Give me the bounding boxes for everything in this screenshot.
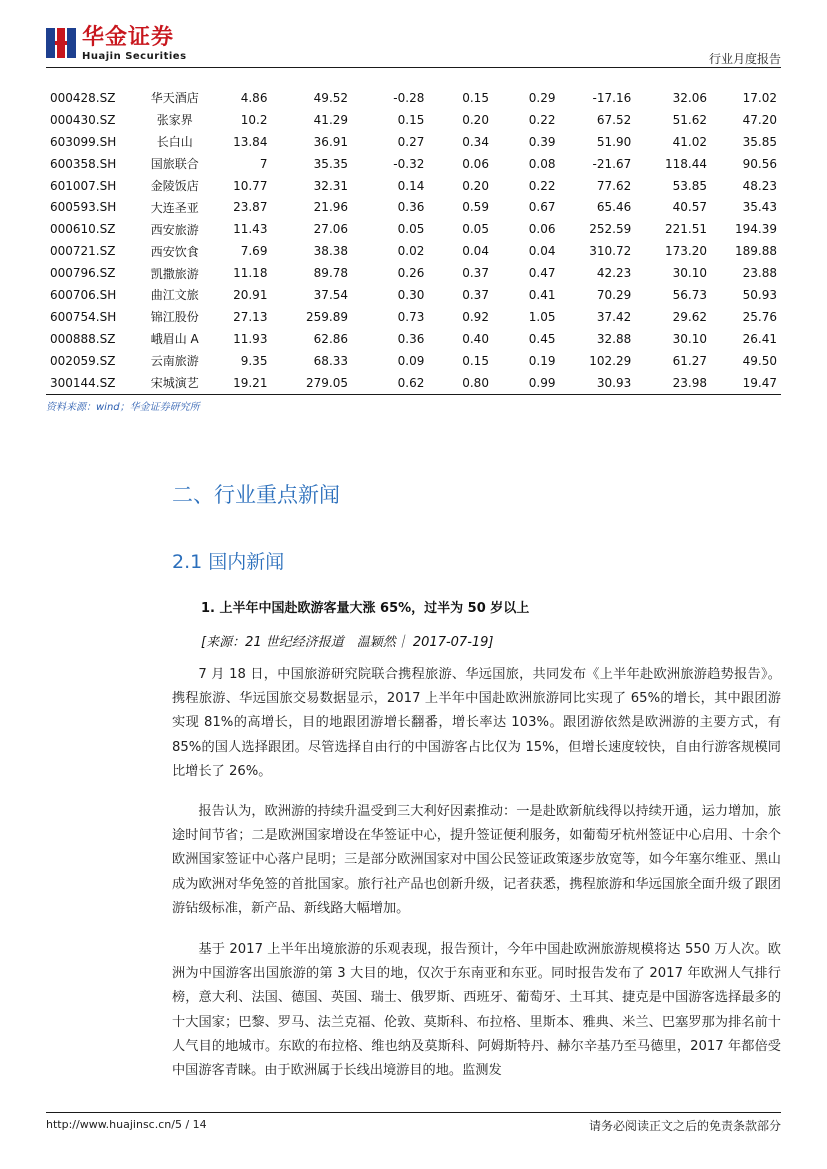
value-cell: 0.26 — [397, 266, 425, 281]
value-cell: 68.33 — [313, 353, 349, 368]
value-cell: 0.08 — [528, 156, 556, 171]
value-cell: 0.15 — [462, 90, 489, 105]
stock-code-cell: 000796.SZ — [50, 266, 116, 281]
value-cell: 1.05 — [528, 309, 556, 324]
value-cell: 0.41 — [528, 287, 556, 302]
value-cell: 0.36 — [397, 331, 425, 346]
value-cell: 0.29 — [528, 90, 556, 105]
value-cell: 89.78 — [313, 266, 349, 281]
value-cell: 259.89 — [306, 309, 349, 324]
table-row — [46, 175, 781, 197]
value-cell: 19.47 — [742, 375, 777, 390]
value-cell: 0.06 — [462, 156, 489, 171]
value-cell: 51.90 — [596, 134, 632, 149]
value-cell: 20.91 — [233, 287, 268, 302]
value-cell: 48.23 — [742, 178, 777, 193]
value-cell: 61.27 — [672, 353, 707, 368]
table-source: 资料来源：wind；华金证券研究所 — [46, 402, 200, 413]
value-cell: -0.32 — [393, 156, 425, 171]
stock-code-cell: 000721.SZ — [50, 244, 116, 259]
subsection-heading: 2.1 国内新闻 — [172, 551, 285, 573]
paragraph-text: 基于 2017 上半年出境旅游的乐观表现，报告预计，今年中国赴欧洲旅游规模将达 550 万人次。欧洲为中国游客出国旅游的第 3 大目的地，仅次于东南亚和东亚。同时报告发布了 2017 年欧洲人气排行榜，意大利、法国、德国、英国、瑞士、俄罗斯、西班牙、葡萄牙、土耳其、捷克是中国游客选择最多的十大国家；巴黎、罗马、法兰克福、伦敦、莫斯科、布拉格、里斯本、雅典、米兰、巴塞罗那为排名前十人气目的地城市。东欧的布拉格、维也纳及莫斯科、阿姆斯特丹、赫尔辛基乃至马德里，2017 年都倍受中国游客青睐。由于欧洲属于长线出境游目的地。监测发 — [172, 942, 781, 1079]
stock-name-cell: 长白山 — [156, 135, 193, 150]
value-cell: 11.18 — [233, 266, 268, 281]
table-row — [46, 306, 781, 328]
value-cell: 32.06 — [672, 90, 707, 105]
value-cell: 0.92 — [462, 309, 489, 324]
value-cell: 0.20 — [462, 178, 489, 193]
value-cell: 47.20 — [742, 112, 777, 127]
value-cell: 118.44 — [664, 156, 707, 171]
value-cell: 30.10 — [672, 266, 707, 281]
value-cell: 0.40 — [462, 331, 489, 346]
value-cell: 189.88 — [735, 244, 777, 259]
value-cell: 50.93 — [742, 287, 777, 302]
value-cell: 17.02 — [742, 90, 777, 105]
value-cell: 25.76 — [742, 309, 777, 324]
value-cell: 65.46 — [596, 200, 632, 215]
value-cell: 0.22 — [528, 112, 556, 127]
stock-name-cell: 曲江文旅 — [150, 288, 199, 303]
value-cell: 49.50 — [742, 353, 777, 368]
value-cell: 36.91 — [313, 134, 349, 149]
value-cell: 0.37 — [462, 287, 489, 302]
table-row — [46, 109, 781, 131]
value-cell: 0.30 — [397, 287, 425, 302]
value-cell: 90.56 — [742, 156, 777, 171]
value-cell: 27.06 — [313, 222, 349, 237]
stock-code-cell: 000888.SZ — [50, 331, 116, 346]
value-cell: 0.09 — [397, 353, 425, 368]
value-cell: 35.43 — [742, 200, 777, 215]
news-paragraph-2 — [172, 800, 781, 921]
value-cell: 0.15 — [397, 112, 425, 127]
value-cell: 0.73 — [397, 309, 425, 324]
stock-code-cell: 600593.SH — [50, 200, 117, 215]
table-bottom-rule — [46, 394, 781, 395]
footer-url: http://www.huajinsc.cn/5 / 14 — [46, 1118, 207, 1131]
value-cell: 11.43 — [233, 222, 268, 237]
value-cell: 32.88 — [596, 331, 632, 346]
stock-name-cell: 金陵饭店 — [150, 179, 199, 193]
stock-name-cell: 西安旅游 — [150, 222, 199, 237]
value-cell: 27.13 — [233, 309, 268, 324]
document-type: 行业月度报告 — [708, 52, 781, 66]
value-cell: 42.23 — [596, 266, 632, 281]
value-cell: 252.59 — [589, 222, 632, 237]
value-cell: -17.16 — [592, 90, 632, 105]
value-cell: 10.2 — [240, 112, 268, 127]
news-title: 1. 上半年中国赴欧游客量大涨 65%，过半为 50 岁以上 — [201, 601, 530, 616]
stock-code-cell: 002059.SZ — [50, 353, 116, 368]
stock-name-cell: 西安饮食 — [150, 244, 199, 259]
value-cell: 56.73 — [672, 287, 707, 302]
value-cell: 0.05 — [462, 222, 489, 237]
value-cell: 4.86 — [240, 90, 268, 105]
value-cell: 49.52 — [313, 90, 349, 105]
value-cell: 13.84 — [233, 134, 268, 149]
stock-name-cell: 张家界 — [156, 113, 193, 128]
section-heading: 二、行业重点新闻 — [172, 483, 340, 507]
table-row — [46, 153, 781, 175]
stock-code-cell: 600706.SH — [50, 287, 117, 302]
value-cell: 67.52 — [596, 112, 632, 127]
table-row — [46, 328, 781, 350]
value-cell: 29.62 — [672, 309, 707, 324]
logo-text: 华金证券 — [82, 25, 175, 50]
stock-name-cell: 云南旅游 — [150, 354, 199, 369]
value-cell: 7 — [259, 156, 268, 171]
table-row — [46, 87, 781, 109]
table-row — [46, 262, 781, 284]
value-cell: 9.35 — [240, 353, 268, 368]
value-cell: 32.31 — [313, 178, 349, 193]
stock-code-cell: 000430.SZ — [50, 112, 116, 127]
valuation-table — [46, 87, 781, 393]
value-cell: 0.06 — [528, 222, 556, 237]
value-cell: 23.98 — [672, 375, 707, 390]
value-cell: 0.34 — [462, 134, 489, 149]
value-cell: 0.37 — [462, 266, 489, 281]
stock-code-cell: 601007.SH — [50, 178, 117, 193]
table-row — [46, 131, 781, 153]
stock-code-cell: 000610.SZ — [50, 222, 116, 237]
value-cell: 0.62 — [397, 375, 425, 390]
value-cell: 26.41 — [742, 331, 777, 346]
value-cell: 0.39 — [528, 134, 556, 149]
value-cell: 41.29 — [313, 112, 349, 127]
value-cell: 53.85 — [672, 178, 707, 193]
paragraph-text: 报告认为，欧洲游的持续升温受到三大利好因素推动：一是赴欧新航线得以持续开通，运力增加，旅途时间节省；二是欧洲国家增设在华签证中心，提升签证便利服务，如葡萄牙杭州签证中心启用、十余个欧洲国家签证中心落户昆明；三是部分欧洲国家对中国公民签证政策逐步放宽等，如今年塞尔维亚、黑山成为欧洲对华免签的首批国家。旅行社产品也创新升级，记者获悉，携程旅游和华远国旅全面升级了跟团游钻级标准，新产品、新线路大幅增加。 — [172, 804, 781, 916]
news-source: [来源：21 世纪经济报道 温颖然｜ 2017-07-19] — [201, 635, 494, 650]
page-header — [46, 24, 781, 68]
paragraph-text: 7 月 18 日，中国旅游研究院联合携程旅游、华远国旅，共同发布《上半年赴欧洲旅游趋势报告》。携程旅游、华远国旅交易数据显示，2017 上半年中国赴欧洲旅游同比实现了 65%的增长，其中跟团游实现 81%的高增长，目的地跟团游增长翻番，增长率达 103%。跟团游依然是欧洲游的主要方式，有 85%的国人选择跟团。尽管选择自由行的中国游客占比仅为 15%，但增长速度较快，自由行游客规模同比增长了 26%。 — [172, 667, 781, 779]
value-cell: 70.29 — [596, 287, 632, 302]
footer-disclaimer: 请务必阅读正文之后的免责条款部分 — [588, 1119, 781, 1133]
value-cell: 310.72 — [589, 244, 632, 259]
logo-subtitle: Huajin Securities — [82, 51, 187, 62]
stock-code-cell: 600754.SH — [50, 309, 117, 324]
value-cell: 0.05 — [397, 222, 425, 237]
table-row — [46, 372, 781, 394]
footer-divider — [46, 1112, 781, 1113]
value-cell: -0.28 — [393, 90, 425, 105]
value-cell: 0.80 — [462, 375, 489, 390]
stock-code-cell: 600358.SH — [50, 156, 117, 171]
table-row — [46, 240, 781, 262]
value-cell: 194.39 — [735, 222, 777, 237]
value-cell: 0.27 — [397, 134, 425, 149]
value-cell: 23.87 — [233, 200, 268, 215]
table-row — [46, 350, 781, 372]
stock-name-cell: 华天酒店 — [150, 91, 199, 106]
value-cell: -21.67 — [592, 156, 632, 171]
value-cell: 7.69 — [240, 244, 268, 259]
value-cell: 10.77 — [233, 178, 268, 193]
value-cell: 41.02 — [672, 134, 707, 149]
value-cell: 173.20 — [664, 244, 707, 259]
value-cell: 38.38 — [313, 244, 349, 259]
stock-name-cell: 锦江股份 — [150, 310, 199, 325]
value-cell: 0.04 — [462, 244, 489, 259]
value-cell: 30.93 — [596, 375, 632, 390]
value-cell: 0.67 — [528, 200, 556, 215]
stock-code-cell: 000428.SZ — [50, 90, 116, 105]
value-cell: 0.15 — [462, 353, 489, 368]
value-cell: 40.57 — [672, 200, 707, 215]
news-paragraph-3 — [172, 938, 781, 1083]
value-cell: 0.22 — [528, 178, 556, 193]
value-cell: 0.59 — [462, 200, 489, 215]
value-cell: 0.20 — [462, 112, 489, 127]
stock-name-cell: 国旅联合 — [150, 157, 199, 172]
value-cell: 0.02 — [397, 244, 425, 259]
table-row — [46, 196, 781, 218]
value-cell: 11.93 — [233, 331, 268, 346]
value-cell: 0.04 — [528, 244, 556, 259]
stock-name-cell: 宋城演艺 — [150, 376, 199, 391]
huajin-logo-icon — [46, 28, 76, 58]
value-cell: 77.62 — [596, 178, 632, 193]
stock-code-cell: 603099.SH — [50, 134, 117, 149]
stock-name-cell: 凯撒旅游 — [150, 266, 199, 281]
value-cell: 35.35 — [313, 156, 349, 171]
value-cell: 21.96 — [313, 200, 349, 215]
stock-code-cell: 300144.SZ — [50, 375, 116, 390]
header-divider — [46, 67, 781, 68]
value-cell: 23.88 — [742, 266, 777, 281]
value-cell: 279.05 — [306, 375, 349, 390]
value-cell: 37.54 — [313, 287, 349, 302]
value-cell: 102.29 — [589, 353, 632, 368]
stock-name-cell: 峨眉山 A — [150, 332, 199, 347]
value-cell: 0.47 — [528, 266, 556, 281]
value-cell: 30.10 — [672, 331, 707, 346]
table-row — [46, 284, 781, 306]
value-cell: 221.51 — [664, 222, 707, 237]
value-cell: 0.19 — [528, 353, 556, 368]
value-cell: 0.45 — [528, 331, 556, 346]
news-paragraph-1 — [172, 663, 781, 784]
value-cell: 37.42 — [596, 309, 632, 324]
value-cell: 0.36 — [397, 200, 425, 215]
value-cell: 35.85 — [742, 134, 777, 149]
value-cell: 0.99 — [528, 375, 556, 390]
value-cell: 51.62 — [672, 112, 707, 127]
table-row — [46, 218, 781, 240]
value-cell: 0.14 — [397, 178, 425, 193]
stock-name-cell: 大连圣亚 — [150, 200, 199, 215]
value-cell: 62.86 — [313, 331, 349, 346]
value-cell: 19.21 — [233, 375, 268, 390]
